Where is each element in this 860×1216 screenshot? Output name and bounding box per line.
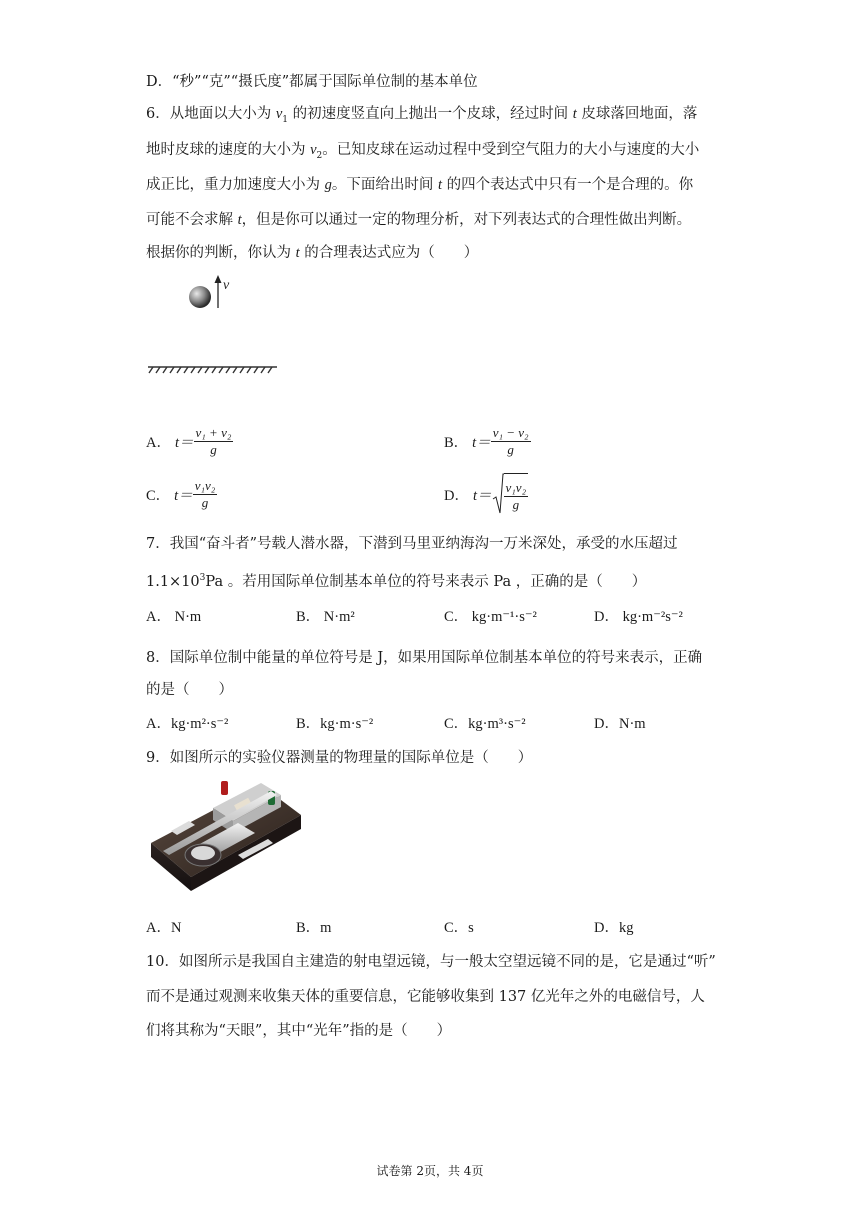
q6-line-2: 地时皮球的速度的大小为 $v_2$。已知皮球在运动过程中受到空气阻力的大小与速度的大小 [146,142,700,161]
fraction [194,426,234,457]
q9-option-a: A．N [146,920,182,936]
q9-instrument-figure [143,773,303,898]
q6-line-3: 成正比，重力加速度大小为 g。下面给出时间 t 的四个表达式中只有一个是合理的。你 [146,177,694,193]
q7-line-2 [146,568,646,592]
radical-sign-icon [492,473,504,515]
option-label: B． [444,434,469,451]
numerator: v₁v₂ [194,477,216,493]
q6-text: 地时皮球的速度的大小为 [146,142,311,158]
option-lhs: t＝ [472,434,491,451]
numerator: v₁ − v₂ [492,424,529,440]
red-terminal [221,781,228,795]
q5-option-d: D．“秒”“克”“摄氏度”都属于国际单位制的基本单位 [146,74,478,90]
ball-icon [189,286,211,308]
fraction [504,481,529,512]
q6-text: 的初速度竖直向上抛出一个皮球，经过时间 [288,106,573,122]
q8-option-b: B．kg·m·s⁻² [296,716,374,732]
q7-line-1: 7．我国“奋斗者”号载人潜水器，下潜到马里亚纳海沟一万米深处，承受的水压超过 [146,536,678,552]
q6-option-c [146,474,217,514]
q6-text: 。下面给出时间 [331,177,438,193]
option-lhs: t＝ [174,487,193,504]
q6-text: ，但是你可以通过一定的物理分析，对下列表达式的合理性做出判断。 [241,212,692,228]
q6-text: 从地面以大小为 [169,106,276,122]
q7-text: 1.1×10 [146,573,200,590]
q7-option-b: B． N·m² [296,609,355,625]
q8-line-2: 的是（ ） [146,682,233,698]
fraction [491,426,531,457]
q6-line-1: 6．从地面以大小为 $v_1$ 的初速度竖直向上抛出一个皮球，经过时间 t 皮球落回地面，落 [146,106,698,125]
q7-superscript: 3 [199,573,206,583]
q10-line-1: 10．如图所示是我国自主建造的射电望远镜，与一般太空望远镜不同的是，它是通过“听” [146,954,716,970]
ground-hatch-icon [148,367,277,373]
q6-line-4: 可能不会求解 t，但是你可以通过一定的物理分析，对下列表达式的合理性做出判断。 [146,212,692,228]
q7-option-d: D． kg·m⁻²s⁻² [594,609,683,625]
q9-line-1: 9．如图所示的实验仪器测量的物理量的国际单位是（ ） [146,750,533,766]
option-lhs: t＝ [472,487,492,504]
q8-option-a: A．kg·m²·s⁻² [146,716,229,732]
q6-text: 可能不会求解 [146,212,238,228]
option-lhs: t＝ [174,434,194,451]
denominator: g [201,494,209,510]
page-footer: 试卷第 2页，共 4页 [376,1164,484,1178]
denominator: g [512,496,520,512]
numerator: v₁v₂ [505,479,527,495]
option-label: D． [444,487,469,504]
velocity-label: v [223,278,230,293]
q6-ball-figure [140,272,290,382]
q7-option-a: A． N·m [146,609,202,625]
q9-option-c: C．s [444,920,474,936]
q8-option-c: C．kg·m³·s⁻² [444,716,526,732]
q6-text: 的合理表达式应为（ ） [299,245,479,261]
q6-text: 。已知皮球在运动过程中受到空气阻力的大小与速度的大小 [322,142,700,158]
q7-option-c: C． kg·m⁻¹·s⁻² [444,609,537,625]
q7-text: Pa 。若用国际单位制基本单位的符号来表示 Pa ，正确的是（ ） [205,573,647,590]
q8-line-1: 8．国际单位制中能量的单位符号是 J，如果用国际单位制基本单位的符号来表示，正确 [146,650,703,666]
q6-text: 根据你的判断，你认为 [146,245,296,261]
q6-option-b [444,421,531,461]
q6-line-5: 根据你的判断，你认为 t 的合理表达式应为（ ） [146,245,479,261]
option-label: C． [146,487,171,504]
fraction [193,479,218,510]
q9-option-d: D．kg [594,920,634,936]
denominator: g [210,441,217,457]
q9-option-b: B．m [296,920,332,936]
q10-line-3: 们将其称为“天眼”，其中“光年”指的是（ ） [146,1023,452,1039]
q10-line-2: 而不是通过观测来收集天体的重要信息，它能够收集到 137 亿光年之外的电磁信号，人 [146,989,705,1005]
q6-text: 的四个表达式中只有一个是合理的。你 [442,177,694,193]
q6-text: 皮球落回地面，落 [576,106,698,122]
option-label: A． [146,434,171,451]
q8-option-d: D．N·m [594,716,646,732]
square-root [492,473,529,515]
q6-option-a [146,421,233,461]
q6-option-d [444,472,528,516]
denominator: g [507,441,514,457]
q6-number: 6． [146,106,170,122]
numerator: v₁ + v₂ [195,424,232,440]
q6-text: 成正比，重力加速度大小为 [146,177,325,193]
